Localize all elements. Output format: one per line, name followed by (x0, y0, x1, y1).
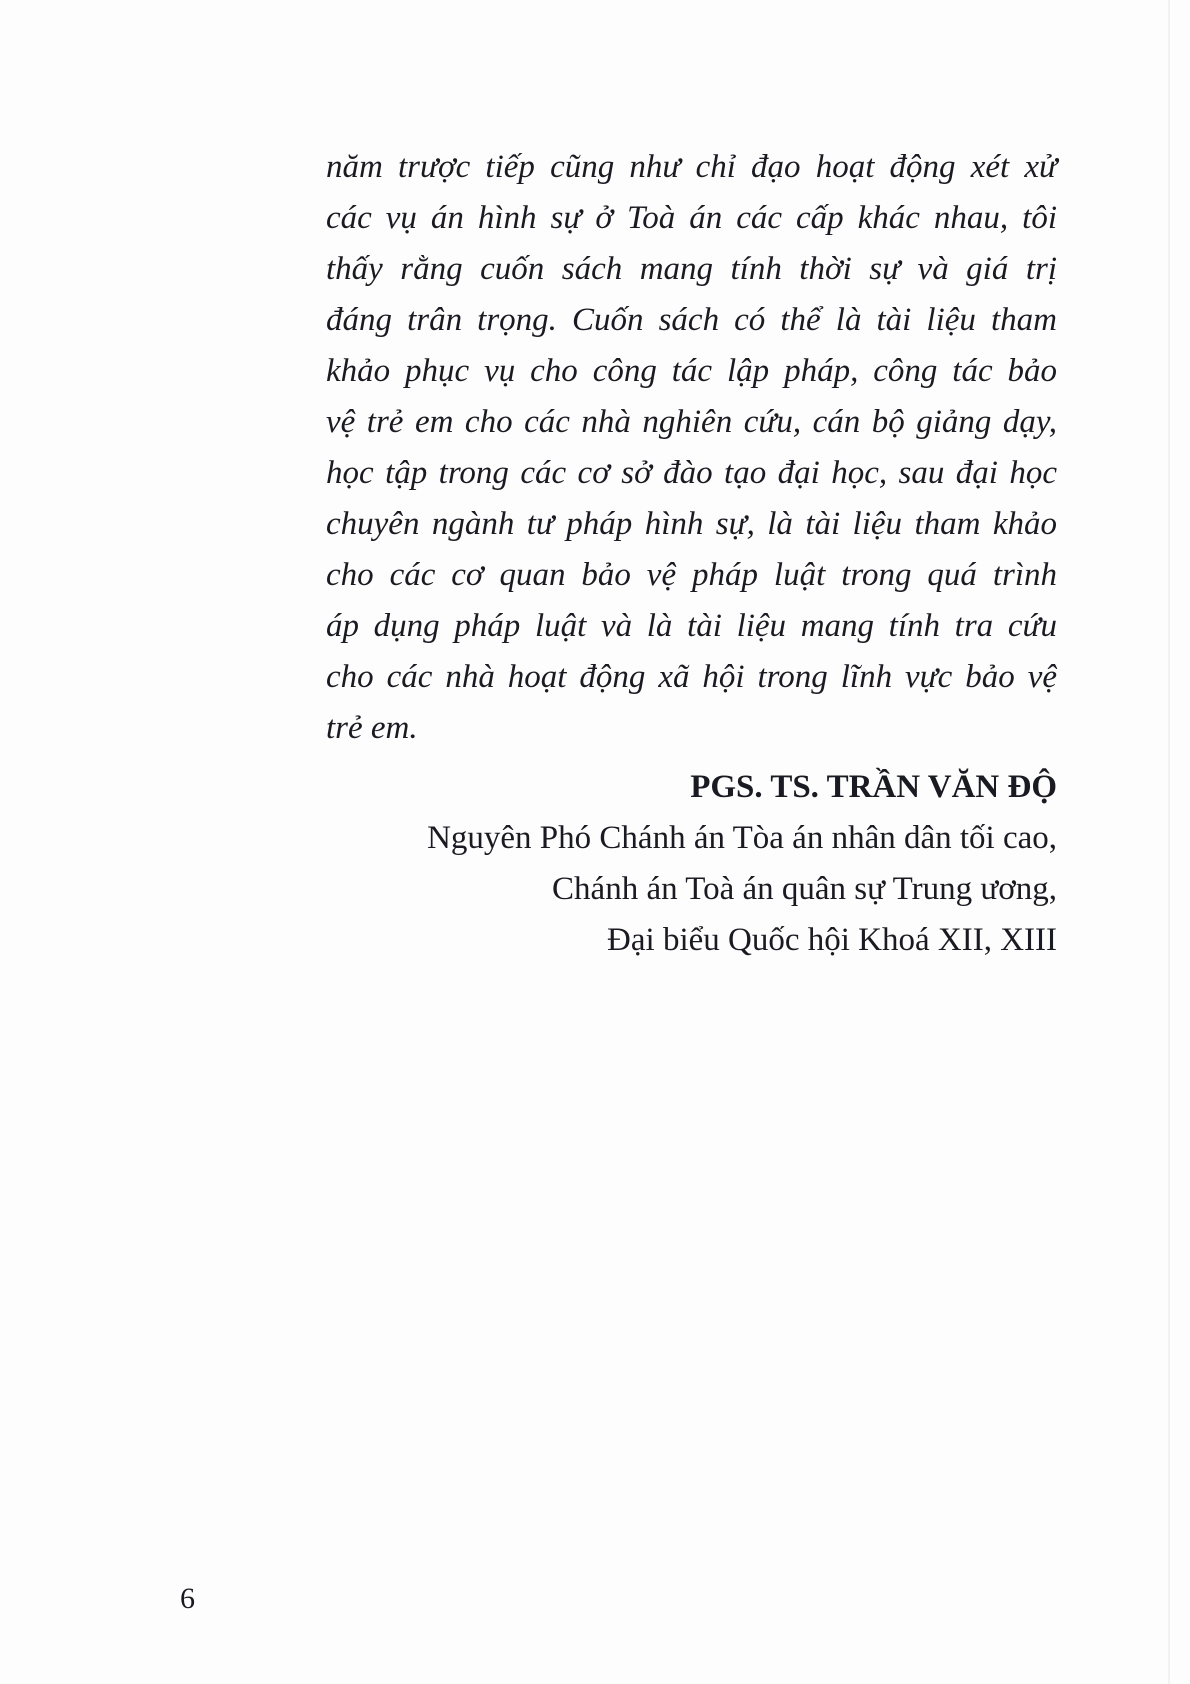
signature-title: Đại biểu Quốc hội Khoá XII, XIII (607, 922, 1057, 958)
body-line: trẻ em. (326, 710, 418, 746)
body-line: năm trược tiếp cũng như chỉ đạo hoạt động xét xử (326, 149, 1057, 185)
body-paragraph (326, 142, 1057, 754)
body-line: cho các nhà hoạt động xã hội trong lĩnh vực bảo vệ (326, 659, 1057, 695)
signature-title: Chánh án Toà án quân sự Trung ương, (552, 871, 1057, 907)
body-line: chuyên ngành tư pháp hình sự, là tài liệu tham khảo (326, 506, 1057, 542)
body-line: khảo phục vụ cho công tác lập pháp, công tác bảo (326, 353, 1057, 389)
body-line: vệ trẻ em cho các nhà nghiên cứu, cán bộ giảng dạy, (326, 404, 1057, 440)
body-line: học tập trong các cơ sở đào tạo đại học, sau đại học (326, 455, 1057, 491)
scan-edge (1168, 0, 1170, 1684)
signature-title: Nguyên Phó Chánh án Tòa án nhân dân tối cao, (427, 820, 1057, 856)
body-line: cho các cơ quan bảo vệ pháp luật trong quá trình (326, 557, 1057, 593)
signature-block (427, 762, 1057, 966)
page-number: 6 (180, 1582, 195, 1615)
body-line: đáng trân trọng. Cuốn sách có thể là tài liệu tham (326, 302, 1057, 338)
body-line: thấy rằng cuốn sách mang tính thời sự và giá trị (326, 251, 1057, 287)
signature-name: PGS. TS. TRẦN VĂN ĐỘ (690, 769, 1057, 805)
body-line: áp dụng pháp luật và là tài liệu mang tính tra cứu (326, 608, 1057, 644)
body-line: các vụ án hình sự ở Toà án các cấp khác nhau, tôi (326, 200, 1057, 236)
